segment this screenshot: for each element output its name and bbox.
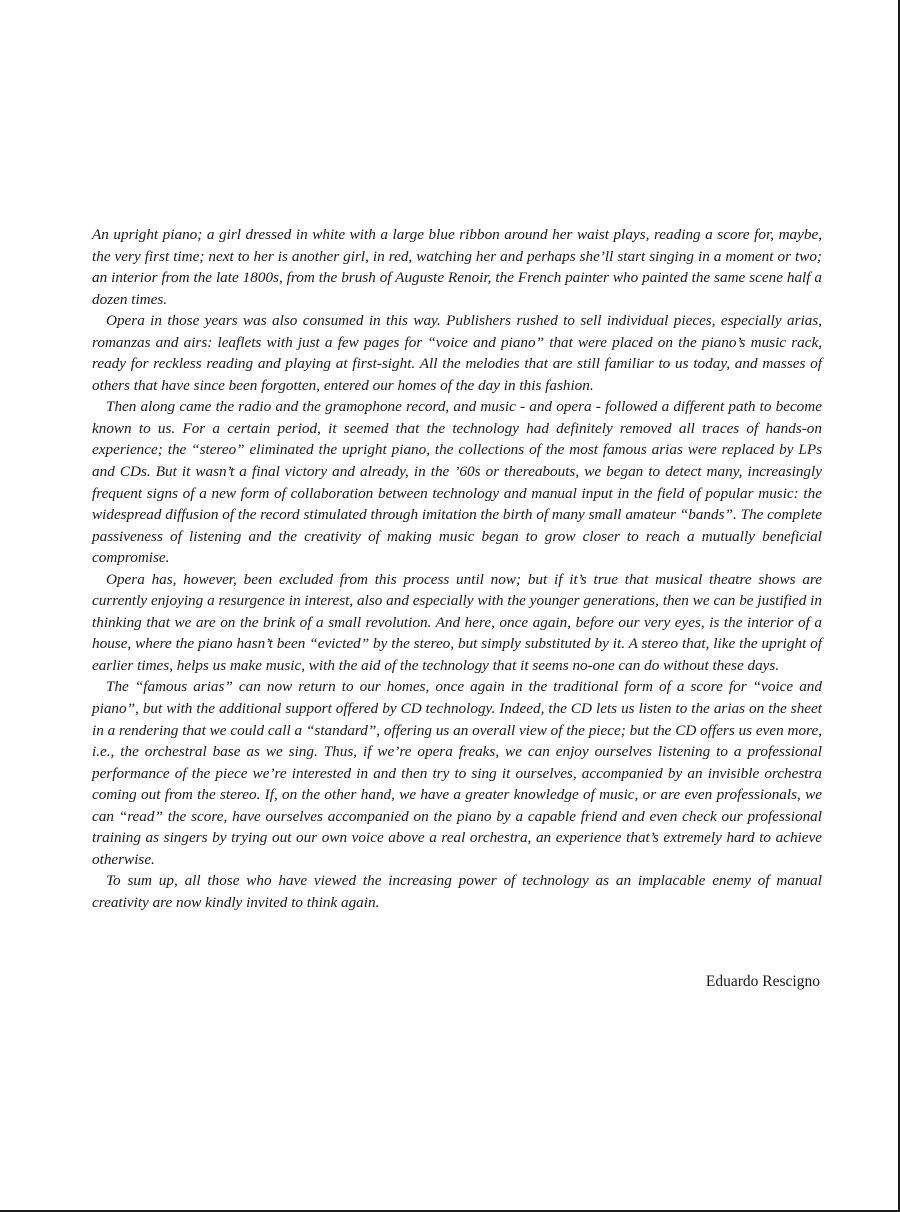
author-signature: Eduardo Rescigno: [705, 973, 820, 990]
paragraph: The “famous arias” can now return to our homes, once again in the traditional form of a score for “voice and piano”, but with the additional support offered by CD technology. Indeed, the CD lets us listen to the arias on the sheet in a rendering that we could call a “standard”, offering us an overall view of the piece; but the CD offers us even more, i.e., the orchestral base as we sing. Thus, if we’re opera freaks, we can enjoy ourselves listening to a professional performance of the piece we’re interested in and then try to sing it ourselves, accompanied by an invisible orchestra coming out from the stereo. If, on the other hand, we have a greater knowledge of music, or are even professionals, we can “read” the score, have ourselves accompanied on the piano by a capable friend and even check our professional training as singers by trying out our own voice above a real orchestra, an experience that’s extremely hard to achieve otherwise.: [92, 678, 822, 868]
essay-body: [92, 224, 822, 914]
paragraph: Opera has, however, been excluded from this process until now; but if it’s true that musical theatre shows are currently enjoying a resurgence in interest, also and especially with the younger generations, then we can be justified in thinking that we are on the brink of a small revolution. And here, once again, before our very eyes, is the interior of a house, where the piano hasn’t been “evicted” by the stereo, but simply substituted by it. A stereo that, like the upright of earlier times, helps us make music, with the aid of the technology that it seems no-one can do without these days.: [92, 570, 822, 674]
paragraph: Then along came the radio and the gramophone record, and music - and opera - followed a different path to become known to us. For a certain period, it seemed that the technology had definitely removed all traces of hands-on experience; the “stereo” eliminated the upright piano, the collections of the most famous arias were replaced by LPs and CDs. But it wasn’t a final victory and already, in the ’60s or thereabouts, we began to detect many, increasingly frequent signs of a new form of collaboration between technology and manual input in the field of popular music: the widespread diffusion of the record stimulated through imitation the birth of many small amateur “bands”. The complete passiveness of listening and the creativity of making music began to grow closer to reach a mutually beneficial compromise.: [92, 398, 822, 567]
paragraph: To sum up, all those who have viewed the increasing power of technology as an implacable enemy of manual creativity are now kindly invited to think again.: [92, 872, 822, 911]
paragraph: An upright piano; a girl dressed in white with a large blue ribbon around her waist plays, reading a score for, maybe, the very first time; next to her is another girl, in red, watching her and perhaps she’ll start singing in a moment or two; an interior from the late 1800s, from the brush of Auguste Renoir, the French painter who painted the same scene half a dozen times.: [92, 226, 822, 308]
paragraph: Opera in those years was also consumed in this way. Publishers rushed to sell individual pieces, especially arias, romanzas and airs: leaflets with just a few pages for “voice and piano” that were placed on the piano’s music rack, ready for reckless reading and playing at first-sight. All the melodies that are still familiar to us today, and masses of others that have since been forgotten, entered our homes of the day in this fashion.: [92, 312, 822, 394]
